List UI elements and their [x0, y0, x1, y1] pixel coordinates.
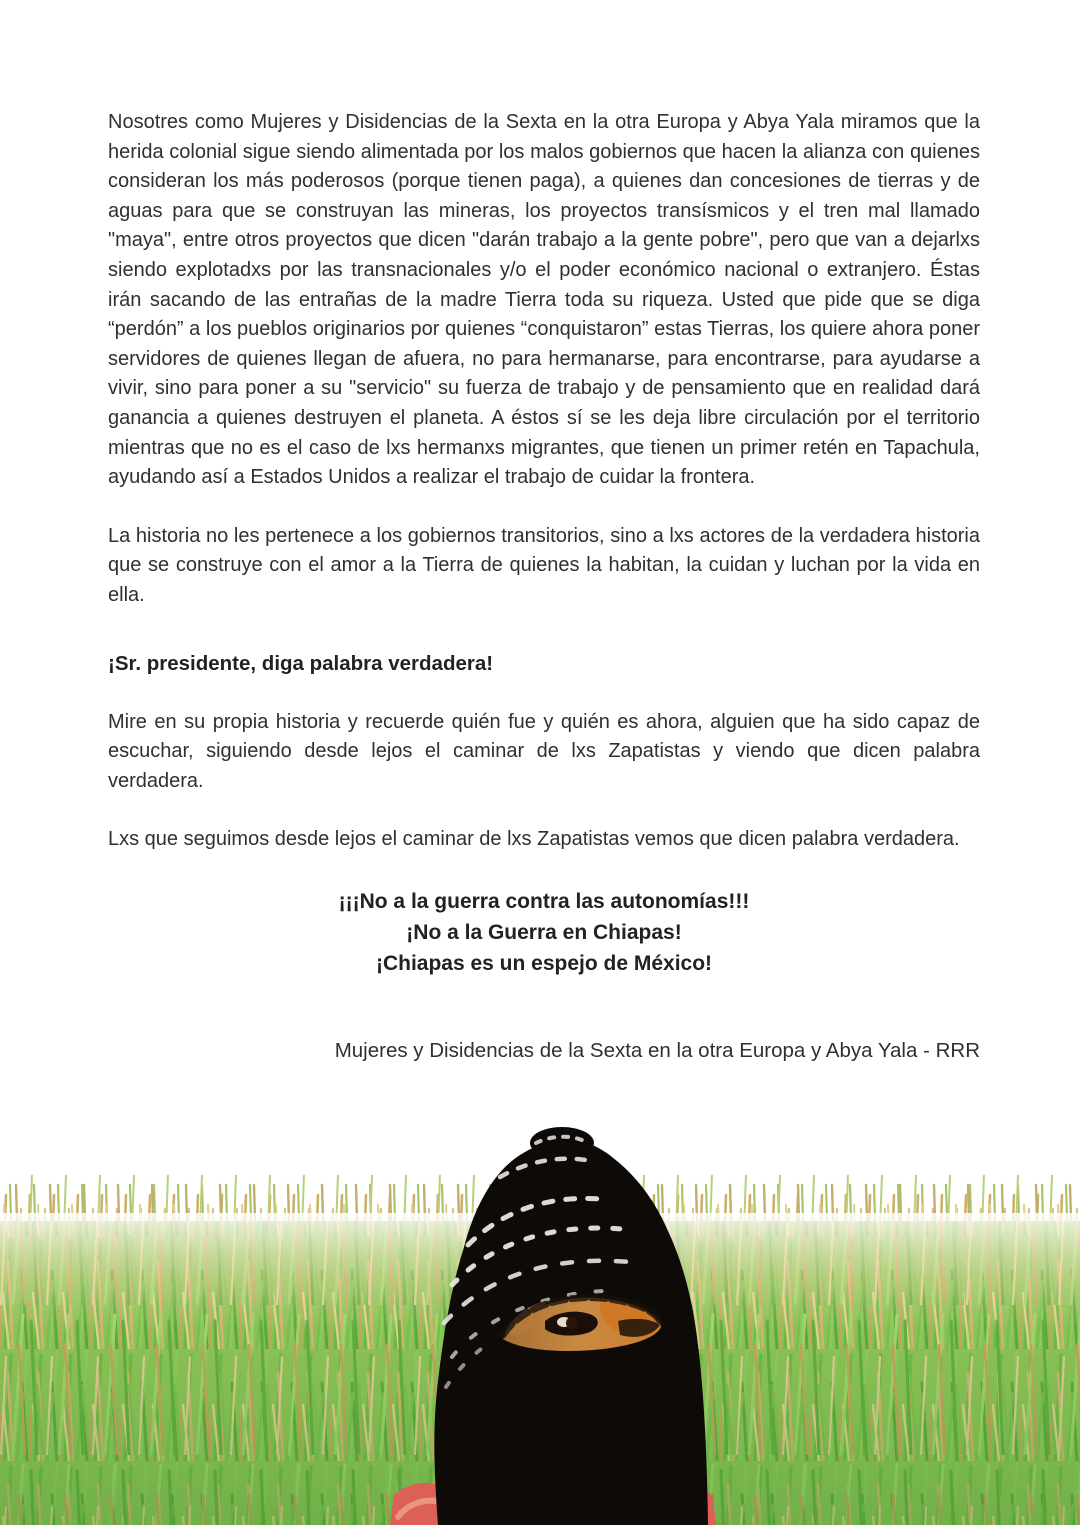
slogan-no-guerra-autonomias: ¡¡¡No a la guerra contra las autonomías!!! [338, 889, 750, 913]
slogan-chiapas-espejo: ¡Chiapas es un espejo de México! [375, 951, 713, 975]
paragraph-lxs-seguimos: Lxs que seguimos desde lejos el caminar de lxs Zapatistas vemos que dicen palabra verdadera. [108, 828, 960, 851]
slogans-block [108, 886, 980, 979]
paragraph-colonial-wound: Nosotres como Mujeres y Disidencias de la Sexta en la otra Europa y Abya Yala miramos que la herida colonial sigue siendo alimentada por los malos gobiernos que hacen la alianza con quienes consideran los más poderosos (porque tienen paga), a quienes dan concesiones de tierras y de aguas para que se construyan las mineras, los proyectos transísmicos y el tren mal llamado "maya", entre otros proyectos que dicen "darán trabajo a la gente pobre", pero que van a dejarlxs siendo explotadxs por las transnacionales y/o el poder económico nacional o extranjero. Éstas irán sacando de las entrañas de la madre Tierra toda su riqueza. Usted que pide que se diga “perdón” a los pueblos originarios por quienes “conquistaron” estas Tierras, los quiere ahora poner servidores de quienes llegan de afuera, no para hermanarse, para encontrarse, para ayudarse a vivir, sino para poner a su "servicio" su fuerza de trabajo y de pensamiento que en realidad dará ganancia a quienes destruyen el planeta. A éstos sí se les deja libre circulación por el territorio mientras que no es el caso de lxs hermanxs migrantes, que tienen un primer retén en Tapachula, ayudando así a Estados Unidos a realizar el trabajo de cuidar la frontera. [108, 111, 980, 489]
paragraph-mire-historia: Mire en su propia historia y recuerde quién fue y quién es ahora, alguien que ha sido capaz de escuchar, siguiendo desde lejos el caminar de lxs Zapatistas y viendo que dicen palabra verdadera. [108, 710, 980, 792]
paragraph-history: La historia no les pertenece a los gobiernos transitorios, sino a lxs actores de la verdadera historia que se construye con el amor a la Tierra de quienes la habitan, la cuidan y luchan por la vida en ella. [108, 524, 980, 606]
signature-line: Mujeres y Disidencias de la Sexta en la otra Europa y Abya Yala - RRR [334, 1038, 980, 1062]
zapatista-photo [0, 1125, 1080, 1525]
iris [566, 1317, 578, 1329]
slogan-no-guerra-chiapas: ¡No a la Guerra en Chiapas! [406, 920, 682, 944]
heading-sr-presidente: ¡Sr. presidente, diga palabra verdadera! [108, 651, 494, 675]
zapatista-photo-illustration [0, 1125, 1080, 1525]
text-column [108, 0, 980, 1065]
